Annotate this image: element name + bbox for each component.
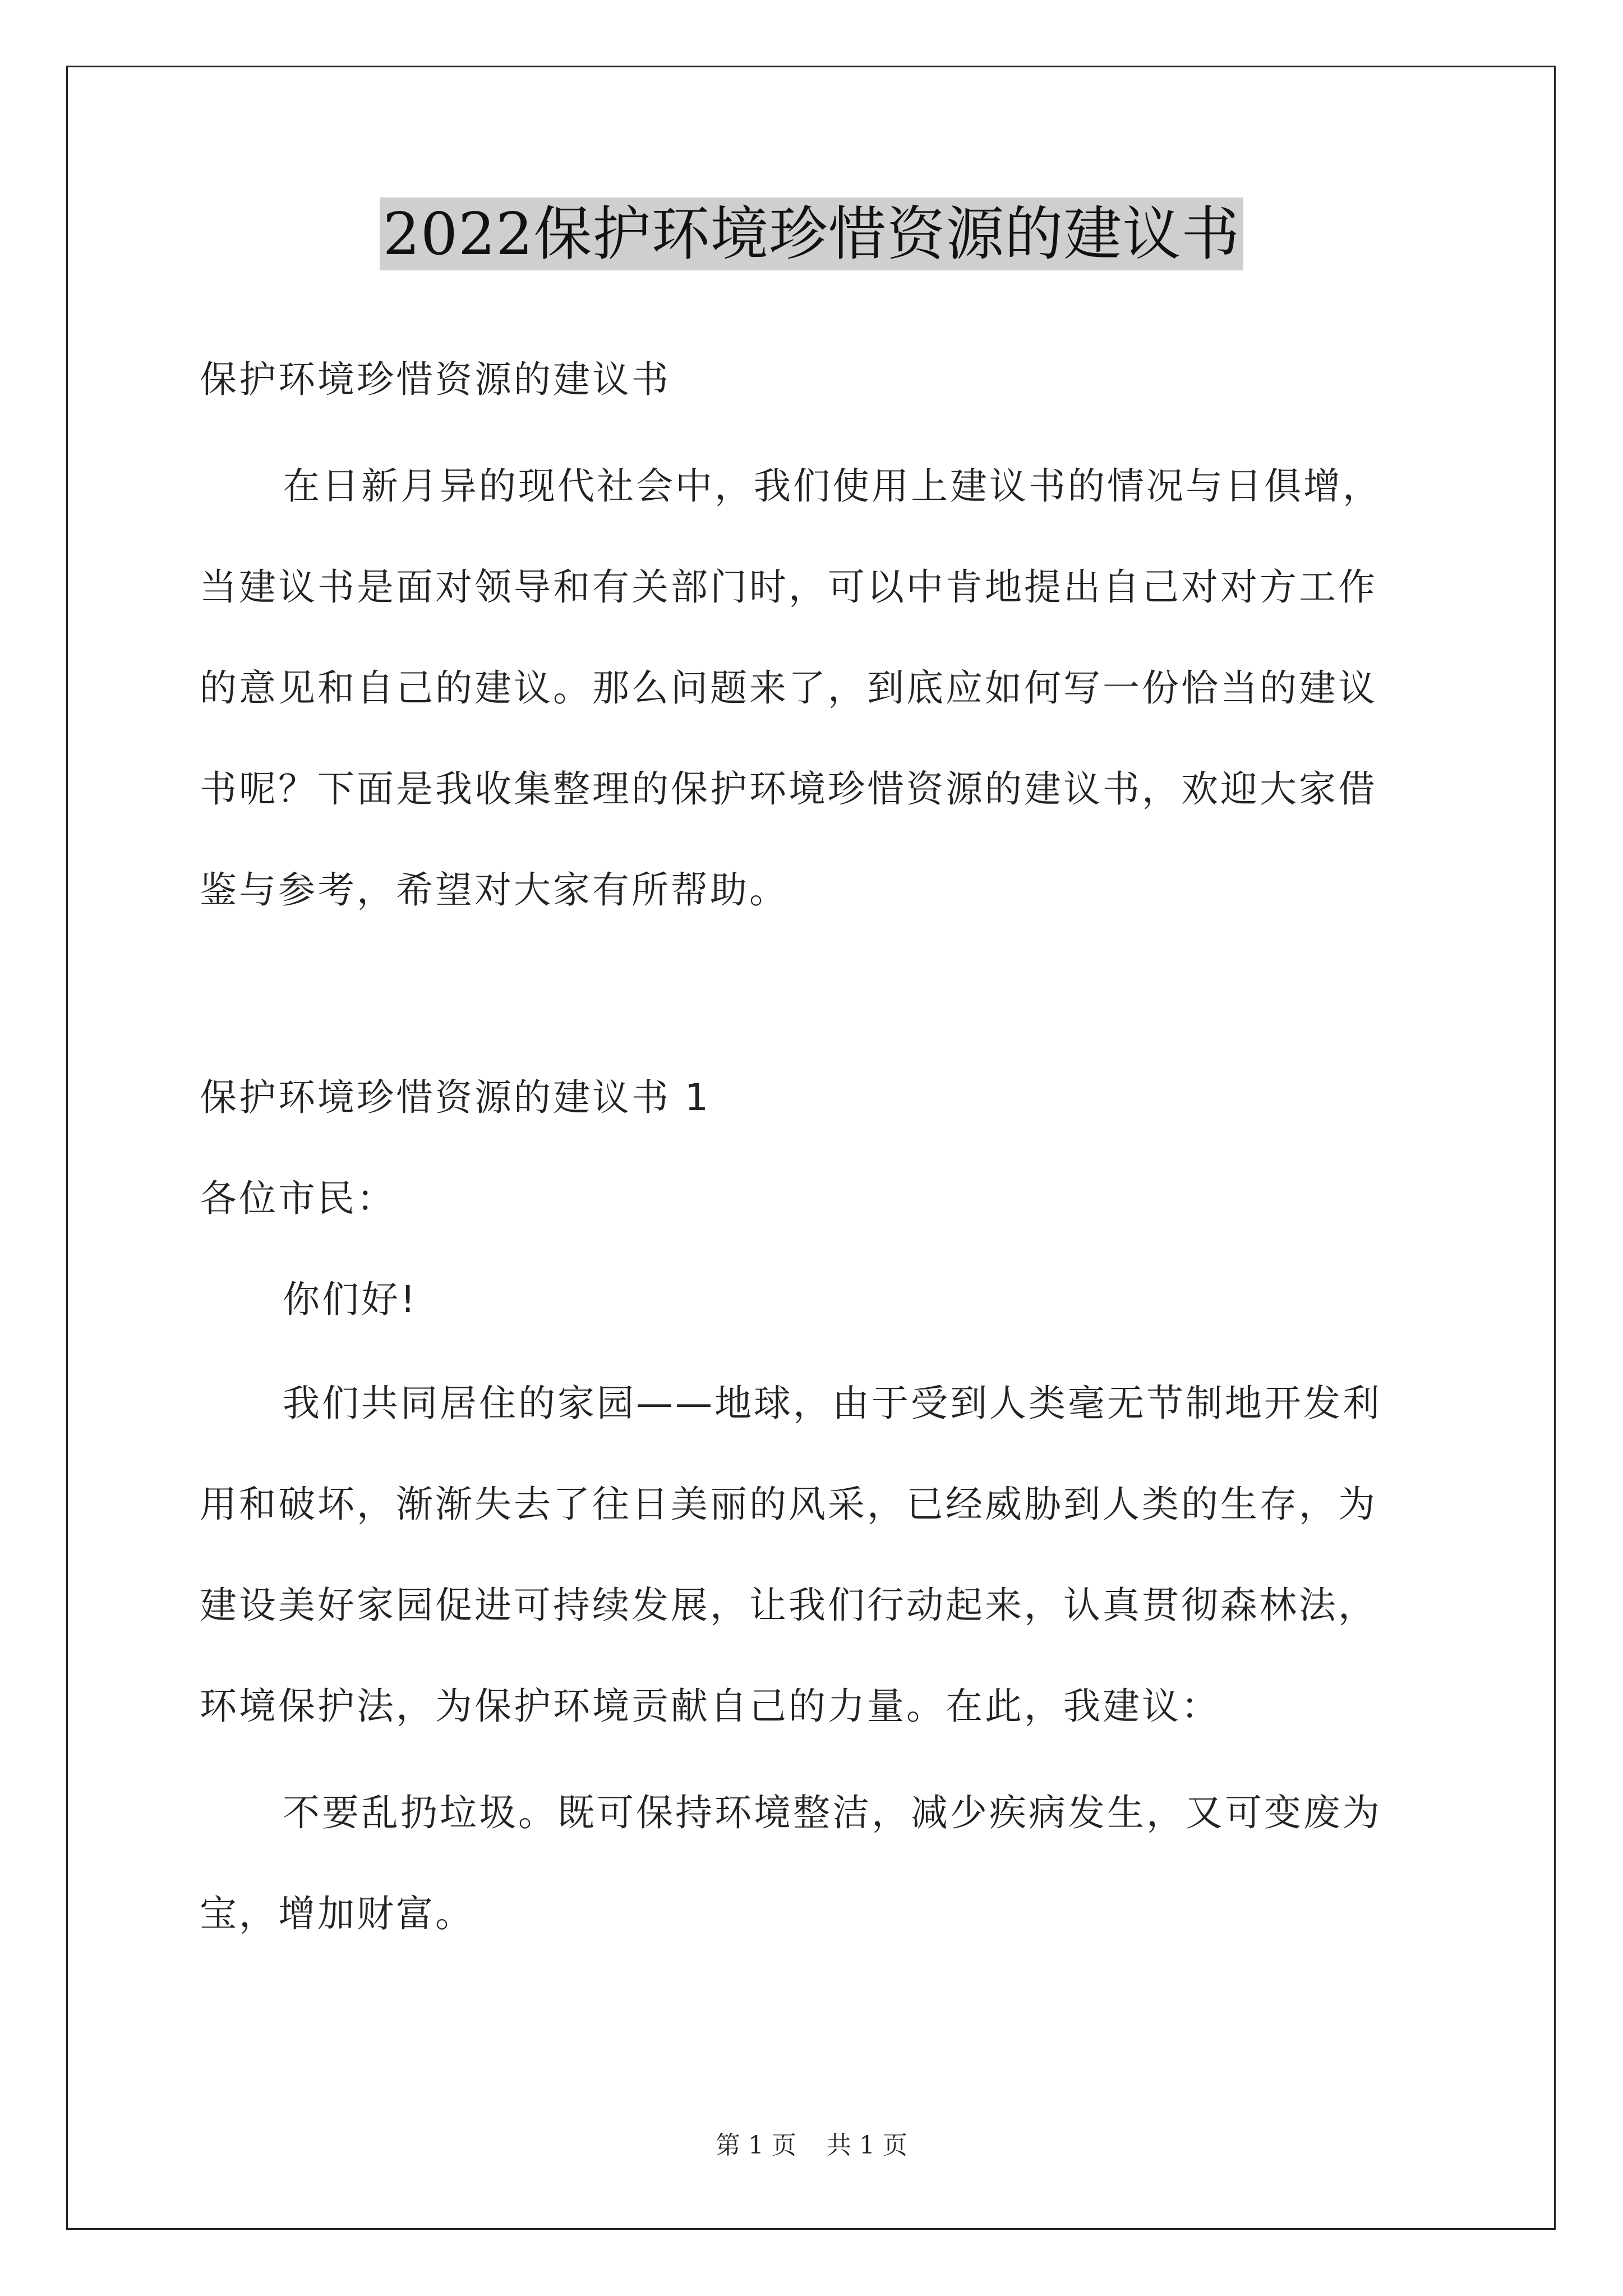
intro-line-5: 鉴与参考，希望对大家有所帮助。 bbox=[200, 868, 789, 912]
intro-line-4: 书呢？下面是我收集整理的保护环境珍惜资源的建议书，欢迎大家借 bbox=[200, 767, 1377, 811]
page-number-total: 共 1 页 bbox=[827, 2131, 907, 2160]
intro-line-1: 在日新月异的现代社会中，我们使用上建议书的情况与日俱增， bbox=[283, 464, 1382, 508]
title-container bbox=[0, 197, 1623, 270]
body-line-3: 建设美好家园促进可持续发展，让我们行动起来，认真贯彻森林法， bbox=[200, 1584, 1377, 1627]
greeting: 你们好! bbox=[283, 1278, 418, 1321]
intro-line-3: 的意见和自己的建议。那么问题来了，到底应如何写一份恰当的建议 bbox=[200, 666, 1377, 710]
document-title: 2022保护环境珍惜资源的建议书 bbox=[380, 197, 1244, 270]
section-title: 保护环境珍惜资源的建议书 1 bbox=[200, 1076, 711, 1119]
suggestion-line-2: 宝，增加财富。 bbox=[200, 1892, 474, 1935]
page-footer bbox=[0, 2129, 1623, 2162]
salutation: 各位市民： bbox=[200, 1177, 396, 1220]
document-subtitle: 保护环境珍惜资源的建议书 bbox=[200, 358, 671, 401]
intro-line-2: 当建议书是面对领导和有关部门时，可以中肯地提出自己对对方工作 bbox=[200, 565, 1377, 609]
body-line-1: 我们共同居住的家园——地球，由于受到人类毫无节制地开发利 bbox=[283, 1382, 1382, 1425]
page-number-current: 第 1 页 bbox=[716, 2131, 796, 2160]
suggestion-line-1: 不要乱扔垃圾。既可保持环境整洁，减少疾病发生，又可变废为 bbox=[283, 1791, 1382, 1834]
body-line-4: 环境保护法，为保护环境贡献自己的力量。在此，我建议： bbox=[200, 1685, 1220, 1728]
body-line-2: 用和破坏，渐渐失去了往日美丽的风采，已经威胁到人类的生存，为 bbox=[200, 1483, 1377, 1526]
